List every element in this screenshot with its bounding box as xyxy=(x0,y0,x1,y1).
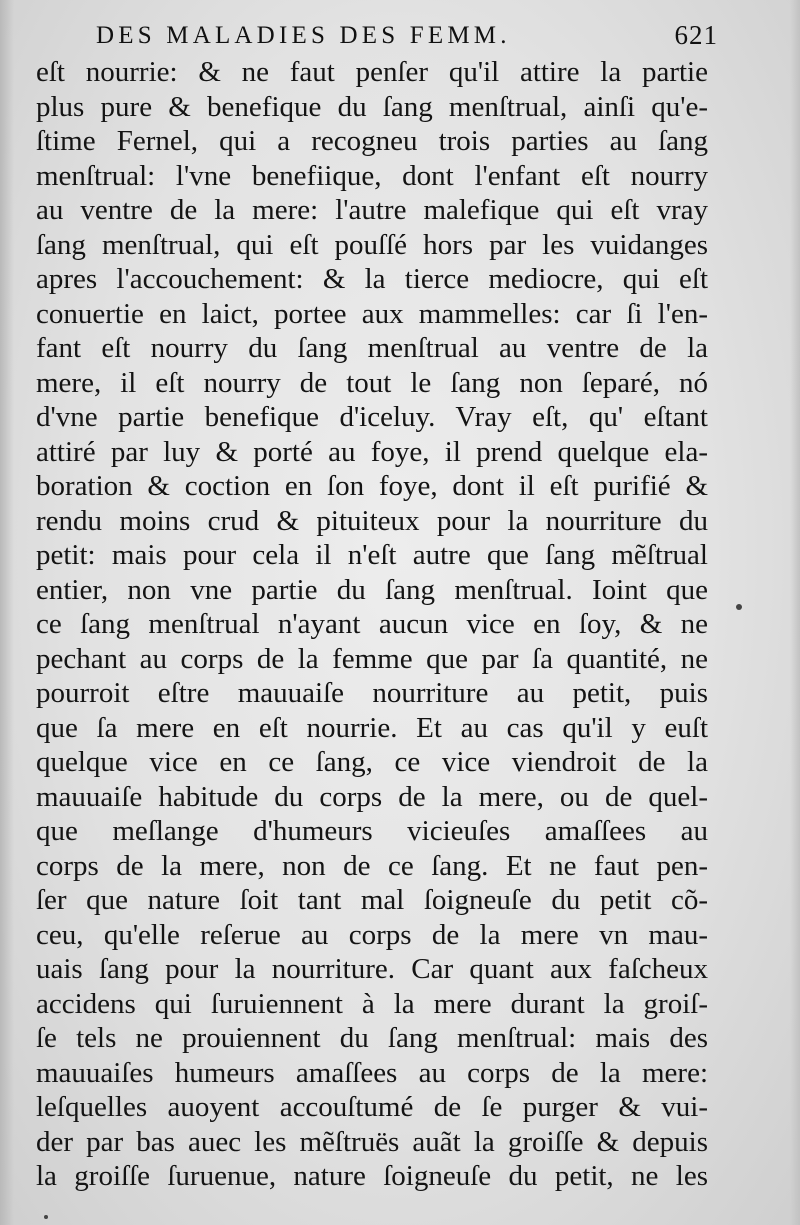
text-line: conuertie en laict, portee aux mammelles: car ſi l'en- xyxy=(36,297,708,330)
text-line: que ſa mere en eſt nourrie. Et au cas qu'il y euſt xyxy=(36,711,708,744)
text-line: attiré par luy & porté au foye, il prend quelque ela- xyxy=(36,435,708,468)
text-line: pourroit eſtre mauuaiſe nourriture au petit, puis xyxy=(36,677,708,709)
text-line: quelque vice en ce ſang, ce vice viendroit de la xyxy=(36,746,708,778)
running-title: DES MALADIES DES FEMM. xyxy=(96,22,511,49)
text-line: ſang menſtrual, qui eſt pouſſé hors par les vuidanges xyxy=(36,228,708,261)
page-right-shadow xyxy=(790,0,800,1225)
text-line: mauuaiſe habitude du corps de la mere, ou de quel- xyxy=(36,780,708,813)
text-line: fant eſt nourry du ſang menſtrual au ventre de la xyxy=(36,332,708,364)
text-line: ſer que nature ſoit tant mal ſoigneuſe du petit cõ- xyxy=(36,884,708,916)
text-line: entier, non vne partie du ſang menſtrual. Ioint que xyxy=(36,573,708,606)
text-line: mere, il eſt nourry de tout le ſang non ſeparé, nó xyxy=(36,366,708,399)
text-line: au ventre de la mere: l'autre malefique qui eſt vray xyxy=(36,194,708,226)
text-line: leſquelles auoyent accouſtumé de ſe purger & vui- xyxy=(36,1091,708,1123)
text-line: der par bas auec les mẽſtruës auãt la groiſſe & depuis xyxy=(36,1125,708,1158)
ink-speck xyxy=(44,1215,48,1219)
text-line: que meſlange d'humeurs vicieuſes amaſſees au xyxy=(36,815,708,847)
text-line: la groiſſe ſuruenue, nature ſoigneuſe du petit, ne les xyxy=(36,1160,708,1192)
text-line: ce ſang menſtrual n'ayant aucun vice en ſoy, & ne xyxy=(36,608,708,640)
text-line: rendu moins crud & pituiteux pour la nourriture du xyxy=(36,504,708,537)
text-line: ſe tels ne prouiennent du ſang menſtrual: mais des xyxy=(36,1022,708,1054)
text-line: eſt nourrie: & ne faut penſer qu'il attire la partie xyxy=(36,56,708,88)
text-line: mauuaiſes humeurs amaſſees au corps de la mere: xyxy=(36,1056,708,1089)
text-line: petit: mais pour cela il n'eſt autre que ſang mẽſtrual xyxy=(36,539,708,571)
text-line: apres l'accouchement: & la tierce mediocre, qui eſt xyxy=(36,263,708,295)
text-line: d'vne partie benefique d'iceluy. Vray eſt, qu' eſtant xyxy=(36,401,708,433)
text-line: pechant au corps de la femme que par ſa quantité, ne xyxy=(36,642,708,675)
text-line: corps de la mere, non de ce ſang. Et ne faut pen- xyxy=(36,849,708,882)
text-line: accidens qui ſuruiennent à la mere durant la groiſ- xyxy=(36,987,708,1020)
text-line: boration & coction en ſon foye, dont il eſt purifié & xyxy=(36,470,708,502)
body-text xyxy=(36,55,708,1194)
ink-speck xyxy=(736,604,742,610)
text-line: menſtrual: l'vne benefiique, dont l'enfant eſt nourry xyxy=(36,159,708,192)
page-left-shadow xyxy=(0,0,14,1225)
page-number: 621 xyxy=(674,20,718,50)
text-line: uais ſang pour la nourriture. Car quant aux faſcheux xyxy=(36,953,708,985)
text-line: ceu, qu'elle reſerue au corps de la mere vn mau- xyxy=(36,918,708,951)
text-line: plus pure & benefique du ſang menſtrual, ainſi qu'e- xyxy=(36,90,708,123)
text-line: ſtime Fernel, qui a recogneu trois parties au ſang xyxy=(36,125,708,157)
page-header xyxy=(96,20,718,54)
